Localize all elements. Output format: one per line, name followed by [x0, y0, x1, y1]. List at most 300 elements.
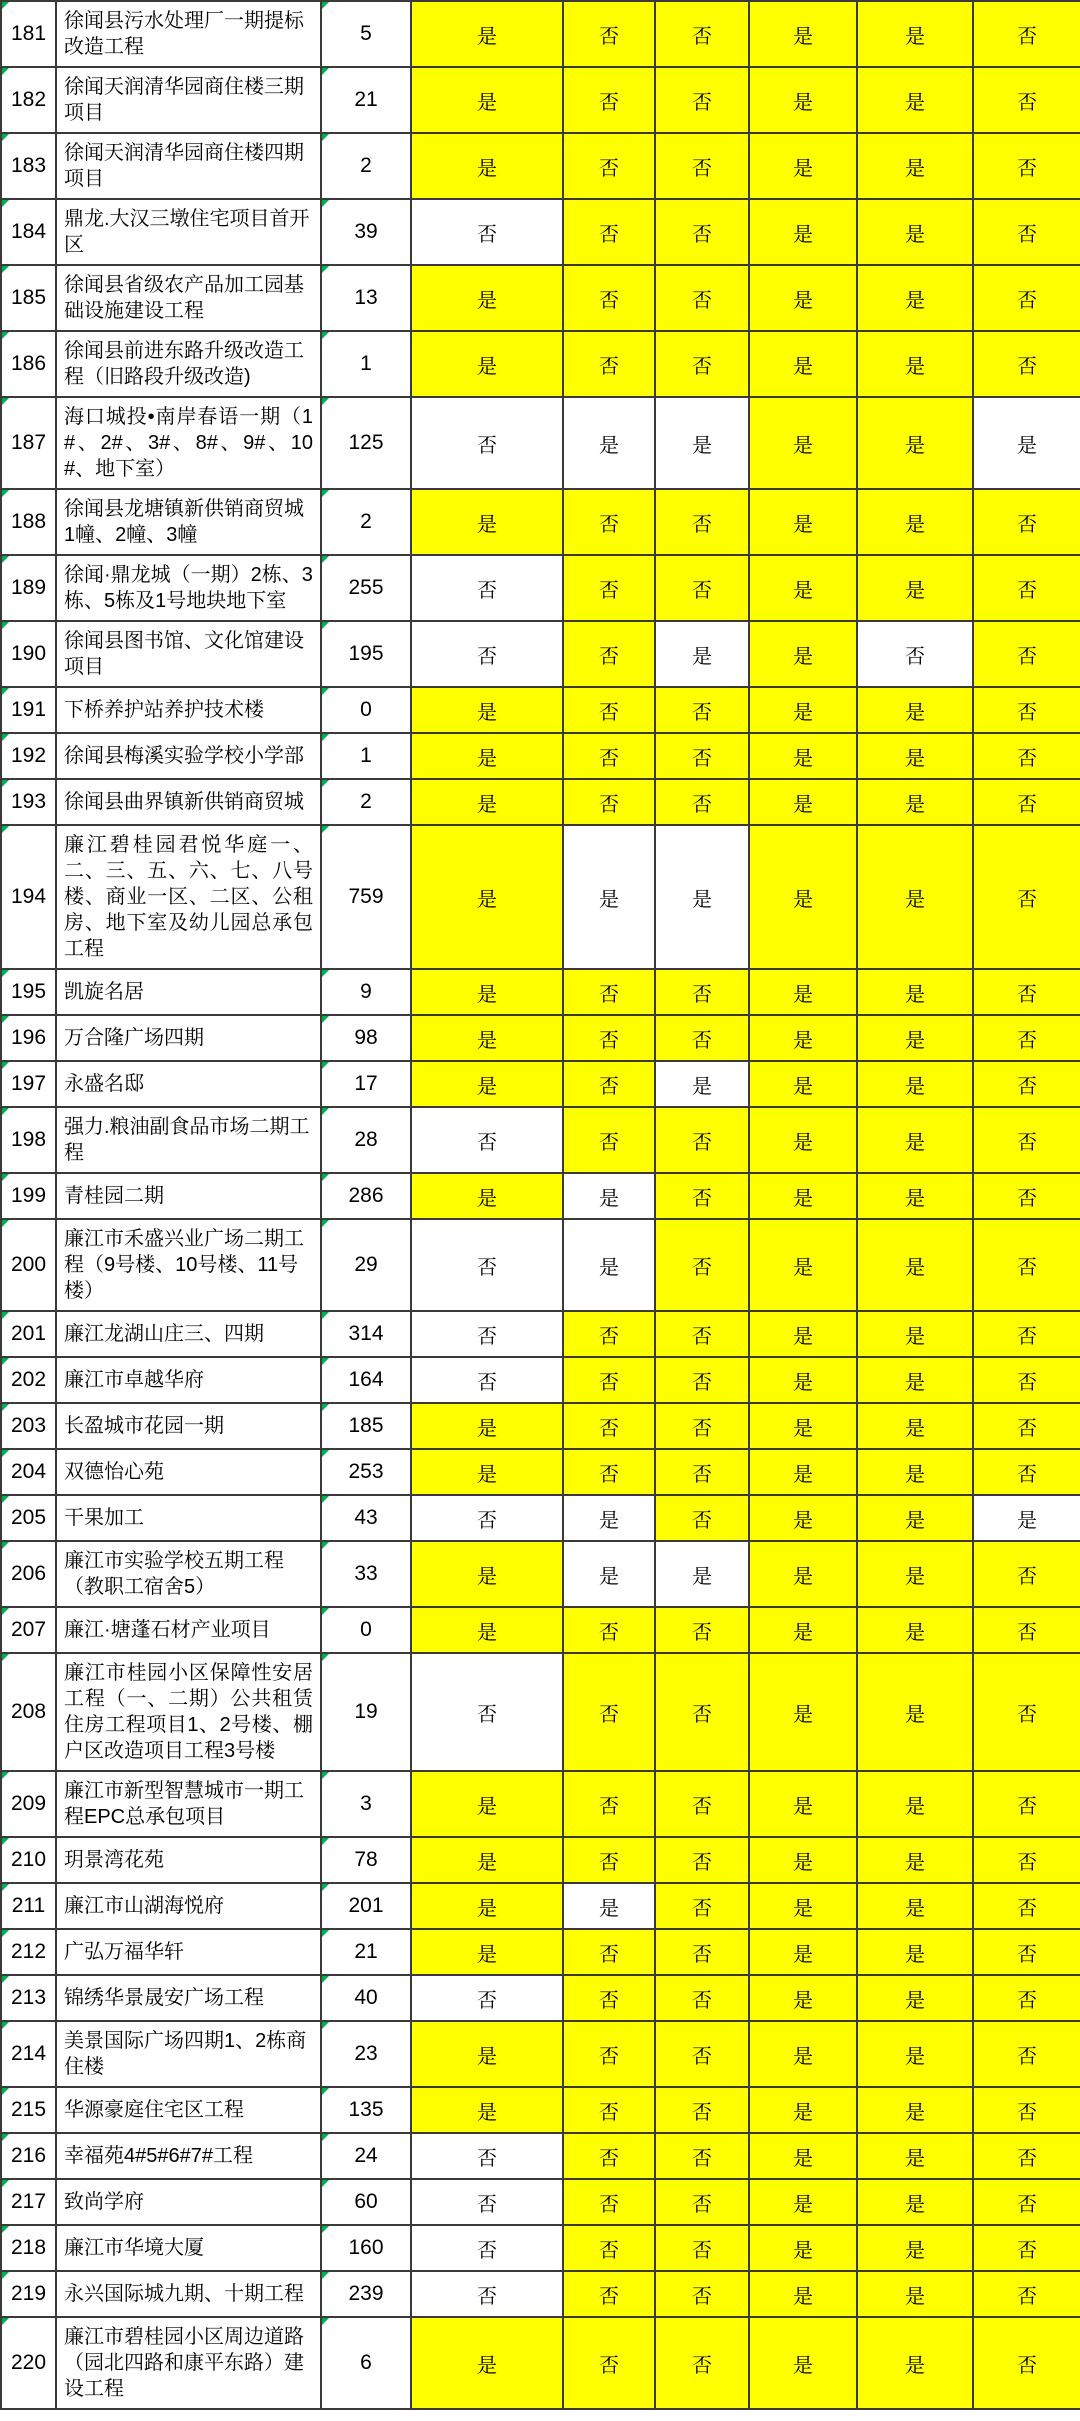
answer-cell[interactable]: 否 — [563, 555, 655, 621]
answer-cell[interactable]: 否 — [973, 2271, 1080, 2317]
answer-cell[interactable]: 否 — [655, 1107, 749, 1173]
answer-cell[interactable]: 否 — [655, 2317, 749, 2409]
project-name-cell[interactable]: 徐闻·鼎龙城（一期）2栋、3栋、5栋及1号地块地下室 — [56, 555, 321, 621]
project-name-cell[interactable]: 幸福苑4#5#6#7#工程 — [56, 2133, 321, 2179]
count-cell[interactable] — [321, 2225, 411, 2271]
answer-cell[interactable]: 否 — [973, 2133, 1080, 2179]
count-cell[interactable] — [321, 825, 411, 969]
answer-cell[interactable]: 否 — [857, 621, 973, 687]
row-number-cell[interactable] — [1, 2133, 56, 2179]
count-cell[interactable] — [321, 2133, 411, 2179]
row-number-cell[interactable] — [1, 1173, 56, 1219]
answer-cell[interactable]: 是 — [411, 825, 563, 969]
answer-cell[interactable]: 是 — [411, 1173, 563, 1219]
answer-cell[interactable]: 否 — [655, 133, 749, 199]
answer-cell[interactable]: 否 — [563, 687, 655, 733]
row-number-cell[interactable] — [1, 1495, 56, 1541]
answer-cell[interactable]: 是 — [857, 1771, 973, 1837]
answer-cell[interactable]: 否 — [563, 67, 655, 133]
count-cell[interactable] — [321, 1929, 411, 1975]
answer-cell[interactable]: 否 — [655, 2021, 749, 2087]
answer-cell[interactable]: 否 — [411, 397, 563, 489]
answer-cell[interactable]: 否 — [973, 1771, 1080, 1837]
answer-cell[interactable]: 否 — [563, 1015, 655, 1061]
answer-cell[interactable]: 是 — [857, 1, 973, 67]
count-cell[interactable] — [321, 1883, 411, 1929]
answer-cell[interactable]: 否 — [563, 2179, 655, 2225]
answer-cell[interactable]: 否 — [973, 555, 1080, 621]
answer-cell[interactable]: 是 — [655, 1061, 749, 1107]
answer-cell[interactable]: 是 — [857, 67, 973, 133]
answer-cell[interactable]: 是 — [749, 1311, 857, 1357]
count-cell[interactable] — [321, 1403, 411, 1449]
answer-cell[interactable]: 否 — [973, 1357, 1080, 1403]
count-cell[interactable] — [321, 1771, 411, 1837]
answer-cell[interactable]: 否 — [655, 1219, 749, 1311]
answer-cell[interactable]: 否 — [973, 331, 1080, 397]
answer-cell[interactable]: 是 — [749, 1607, 857, 1653]
answer-cell[interactable]: 否 — [973, 199, 1080, 265]
project-name-cell[interactable]: 强力.粮油副食品市场二期工程 — [56, 1107, 321, 1173]
project-name-cell[interactable]: 永盛名邸 — [56, 1061, 321, 1107]
answer-cell[interactable]: 否 — [655, 1653, 749, 1771]
count-cell[interactable] — [321, 67, 411, 133]
row-number-cell[interactable] — [1, 1311, 56, 1357]
project-name-cell[interactable]: 徐闻县梅溪实验学校小学部 — [56, 733, 321, 779]
answer-cell[interactable]: 是 — [749, 1357, 857, 1403]
answer-cell[interactable]: 是 — [857, 397, 973, 489]
answer-cell[interactable]: 是 — [749, 1929, 857, 1975]
count-cell[interactable] — [321, 687, 411, 733]
count-cell[interactable] — [321, 133, 411, 199]
answer-cell[interactable]: 否 — [655, 2087, 749, 2133]
answer-cell[interactable]: 否 — [655, 2225, 749, 2271]
row-number-cell[interactable] — [1, 2271, 56, 2317]
answer-cell[interactable]: 是 — [749, 2271, 857, 2317]
row-number-cell[interactable] — [1, 1771, 56, 1837]
row-number-cell[interactable] — [1, 1929, 56, 1975]
answer-cell[interactable]: 否 — [973, 2317, 1080, 2409]
row-number-cell[interactable] — [1, 733, 56, 779]
answer-cell[interactable]: 否 — [655, 779, 749, 825]
answer-cell[interactable]: 否 — [563, 1975, 655, 2021]
answer-cell[interactable]: 是 — [857, 2271, 973, 2317]
answer-cell[interactable]: 否 — [655, 489, 749, 555]
project-name-cell[interactable]: 致尚学府 — [56, 2179, 321, 2225]
project-name-cell[interactable]: 青桂园二期 — [56, 1173, 321, 1219]
project-name-cell[interactable]: 廉江市实验学校五期工程（教职工宿舍5） — [56, 1541, 321, 1607]
answer-cell[interactable]: 否 — [563, 2021, 655, 2087]
answer-cell[interactable]: 否 — [973, 1015, 1080, 1061]
answer-cell[interactable]: 是 — [749, 397, 857, 489]
answer-cell[interactable]: 是 — [857, 331, 973, 397]
project-name-cell[interactable]: 廉江·塘蓬石材产业项目 — [56, 1607, 321, 1653]
answer-cell[interactable]: 是 — [411, 1015, 563, 1061]
answer-cell[interactable]: 否 — [973, 825, 1080, 969]
project-name-cell[interactable]: 徐闻天润清华园商住楼四期项目 — [56, 133, 321, 199]
count-cell[interactable] — [321, 1495, 411, 1541]
answer-cell[interactable]: 是 — [857, 133, 973, 199]
row-number-cell[interactable] — [1, 1541, 56, 1607]
row-number-cell[interactable] — [1, 331, 56, 397]
answer-cell[interactable]: 是 — [749, 1219, 857, 1311]
answer-cell[interactable]: 是 — [749, 2179, 857, 2225]
count-cell[interactable] — [321, 779, 411, 825]
answer-cell[interactable]: 是 — [411, 1403, 563, 1449]
count-cell[interactable] — [321, 1, 411, 67]
answer-cell[interactable]: 是 — [857, 2179, 973, 2225]
answer-cell[interactable]: 是 — [857, 2021, 973, 2087]
answer-cell[interactable]: 是 — [749, 2021, 857, 2087]
row-number-cell[interactable] — [1, 2179, 56, 2225]
answer-cell[interactable]: 否 — [563, 779, 655, 825]
answer-cell[interactable]: 否 — [655, 1495, 749, 1541]
answer-cell[interactable]: 是 — [749, 779, 857, 825]
answer-cell[interactable]: 否 — [563, 969, 655, 1015]
answer-cell[interactable]: 否 — [411, 2179, 563, 2225]
answer-cell[interactable]: 否 — [655, 1607, 749, 1653]
answer-cell[interactable]: 否 — [563, 2317, 655, 2409]
row-number-cell[interactable] — [1, 397, 56, 489]
answer-cell[interactable]: 是 — [857, 1607, 973, 1653]
answer-cell[interactable]: 是 — [749, 1061, 857, 1107]
answer-cell[interactable]: 是 — [749, 2225, 857, 2271]
answer-cell[interactable]: 否 — [563, 265, 655, 331]
project-name-cell[interactable]: 廉江市桂园小区保障性安居工程（一、二期）公共租赁住房工程项目1、2号楼、棚户区改造项目工程3号楼 — [56, 1653, 321, 1771]
answer-cell[interactable]: 是 — [655, 621, 749, 687]
answer-cell[interactable]: 否 — [655, 1, 749, 67]
count-cell[interactable] — [321, 331, 411, 397]
answer-cell[interactable]: 否 — [563, 1837, 655, 1883]
answer-cell[interactable]: 是 — [857, 199, 973, 265]
answer-cell[interactable]: 是 — [857, 1883, 973, 1929]
answer-cell[interactable]: 否 — [655, 2133, 749, 2179]
answer-cell[interactable]: 否 — [563, 2271, 655, 2317]
answer-cell[interactable]: 是 — [973, 397, 1080, 489]
answer-cell[interactable]: 是 — [411, 1607, 563, 1653]
count-cell[interactable] — [321, 2317, 411, 2409]
answer-cell[interactable]: 否 — [411, 2225, 563, 2271]
answer-cell[interactable]: 是 — [857, 1311, 973, 1357]
row-number-cell[interactable] — [1, 1357, 56, 1403]
project-name-cell[interactable]: 廉江市新型智慧城市一期工程EPC总承包项目 — [56, 1771, 321, 1837]
row-number-cell[interactable] — [1, 67, 56, 133]
project-name-cell[interactable]: 凯旋名居 — [56, 969, 321, 1015]
project-name-cell[interactable]: 徐闻县省级农产品加工园基础设施建设工程 — [56, 265, 321, 331]
count-cell[interactable] — [321, 1219, 411, 1311]
answer-cell[interactable]: 是 — [411, 1541, 563, 1607]
count-cell[interactable] — [321, 555, 411, 621]
answer-cell[interactable]: 否 — [411, 1311, 563, 1357]
answer-cell[interactable]: 是 — [411, 733, 563, 779]
answer-cell[interactable]: 否 — [411, 1975, 563, 2021]
count-cell[interactable] — [321, 1607, 411, 1653]
answer-cell[interactable]: 否 — [655, 1311, 749, 1357]
project-name-cell[interactable]: 玥景湾花苑 — [56, 1837, 321, 1883]
answer-cell[interactable]: 否 — [973, 779, 1080, 825]
answer-cell[interactable]: 否 — [655, 2271, 749, 2317]
answer-cell[interactable]: 是 — [563, 1173, 655, 1219]
row-number-cell[interactable] — [1, 1015, 56, 1061]
answer-cell[interactable]: 是 — [857, 1107, 973, 1173]
answer-cell[interactable]: 否 — [973, 133, 1080, 199]
answer-cell[interactable]: 是 — [563, 825, 655, 969]
answer-cell[interactable]: 是 — [411, 1883, 563, 1929]
row-number-cell[interactable] — [1, 2225, 56, 2271]
answer-cell[interactable]: 否 — [655, 2179, 749, 2225]
answer-cell[interactable]: 是 — [857, 2133, 973, 2179]
count-cell[interactable] — [321, 969, 411, 1015]
row-number-cell[interactable] — [1, 969, 56, 1015]
answer-cell[interactable]: 否 — [973, 1607, 1080, 1653]
answer-cell[interactable]: 是 — [411, 489, 563, 555]
answer-cell[interactable]: 是 — [749, 1495, 857, 1541]
answer-cell[interactable]: 是 — [749, 1653, 857, 1771]
answer-cell[interactable]: 是 — [655, 825, 749, 969]
answer-cell[interactable]: 是 — [857, 1403, 973, 1449]
answer-cell[interactable]: 否 — [655, 1173, 749, 1219]
row-number-cell[interactable] — [1, 133, 56, 199]
answer-cell[interactable]: 是 — [411, 67, 563, 133]
answer-cell[interactable]: 否 — [973, 1653, 1080, 1771]
answer-cell[interactable]: 否 — [411, 2271, 563, 2317]
answer-cell[interactable]: 是 — [411, 133, 563, 199]
row-number-cell[interactable] — [1, 1449, 56, 1495]
project-name-cell[interactable]: 廉江市山湖海悦府 — [56, 1883, 321, 1929]
answer-cell[interactable]: 否 — [655, 1975, 749, 2021]
answer-cell[interactable]: 否 — [655, 1015, 749, 1061]
answer-cell[interactable]: 是 — [749, 1771, 857, 1837]
answer-cell[interactable]: 是 — [857, 2317, 973, 2409]
project-name-cell[interactable]: 干果加工 — [56, 1495, 321, 1541]
answer-cell[interactable]: 否 — [563, 1771, 655, 1837]
project-name-cell[interactable]: 徐闻县前进东路升级改造工程（旧路段升级改造) — [56, 331, 321, 397]
count-cell[interactable] — [321, 1975, 411, 2021]
answer-cell[interactable]: 是 — [563, 1495, 655, 1541]
answer-cell[interactable]: 否 — [563, 489, 655, 555]
answer-cell[interactable]: 是 — [749, 67, 857, 133]
row-number-cell[interactable] — [1, 1107, 56, 1173]
answer-cell[interactable]: 是 — [857, 1929, 973, 1975]
answer-cell[interactable]: 是 — [857, 1015, 973, 1061]
answer-cell[interactable]: 是 — [749, 331, 857, 397]
answer-cell[interactable]: 否 — [563, 1403, 655, 1449]
project-name-cell[interactable]: 廉江市华境大厦 — [56, 2225, 321, 2271]
answer-cell[interactable]: 是 — [749, 1, 857, 67]
row-number-cell[interactable] — [1, 1883, 56, 1929]
answer-cell[interactable]: 是 — [411, 687, 563, 733]
row-number-cell[interactable] — [1, 1, 56, 67]
row-number-cell[interactable] — [1, 687, 56, 733]
project-name-cell[interactable]: 双德怡心苑 — [56, 1449, 321, 1495]
answer-cell[interactable]: 是 — [411, 1929, 563, 1975]
answer-cell[interactable]: 是 — [749, 733, 857, 779]
answer-cell[interactable]: 是 — [749, 687, 857, 733]
row-number-cell[interactable] — [1, 1975, 56, 2021]
answer-cell[interactable]: 否 — [655, 265, 749, 331]
answer-cell[interactable]: 是 — [857, 733, 973, 779]
answer-cell[interactable]: 是 — [749, 825, 857, 969]
count-cell[interactable] — [321, 199, 411, 265]
answer-cell[interactable]: 否 — [973, 1975, 1080, 2021]
answer-cell[interactable]: 是 — [749, 199, 857, 265]
answer-cell[interactable]: 否 — [563, 1311, 655, 1357]
count-cell[interactable] — [321, 1173, 411, 1219]
project-name-cell[interactable]: 海口城投•南岸春语一期（1#、2#、3#、8#、9#、10#、地下室） — [56, 397, 321, 489]
answer-cell[interactable]: 是 — [411, 779, 563, 825]
answer-cell[interactable]: 是 — [857, 779, 973, 825]
row-number-cell[interactable] — [1, 1837, 56, 1883]
project-name-cell[interactable]: 廉江市卓越华府 — [56, 1357, 321, 1403]
answer-cell[interactable]: 否 — [655, 555, 749, 621]
answer-cell[interactable]: 是 — [655, 1541, 749, 1607]
answer-cell[interactable]: 否 — [655, 969, 749, 1015]
project-name-cell[interactable]: 万合隆广场四期 — [56, 1015, 321, 1061]
answer-cell[interactable]: 否 — [563, 621, 655, 687]
answer-cell[interactable]: 否 — [563, 1449, 655, 1495]
count-cell[interactable] — [321, 1357, 411, 1403]
count-cell[interactable] — [321, 621, 411, 687]
answer-cell[interactable]: 否 — [655, 1771, 749, 1837]
answer-cell[interactable]: 是 — [749, 1173, 857, 1219]
answer-cell[interactable]: 否 — [563, 2225, 655, 2271]
answer-cell[interactable]: 否 — [563, 133, 655, 199]
count-cell[interactable] — [321, 265, 411, 331]
count-cell[interactable] — [321, 489, 411, 555]
answer-cell[interactable]: 否 — [973, 1219, 1080, 1311]
answer-cell[interactable]: 否 — [655, 733, 749, 779]
answer-cell[interactable]: 是 — [411, 1, 563, 67]
answer-cell[interactable]: 是 — [749, 1015, 857, 1061]
row-number-cell[interactable] — [1, 199, 56, 265]
answer-cell[interactable]: 是 — [857, 2087, 973, 2133]
answer-cell[interactable]: 是 — [411, 2087, 563, 2133]
answer-cell[interactable]: 否 — [973, 1311, 1080, 1357]
answer-cell[interactable]: 否 — [973, 2179, 1080, 2225]
answer-cell[interactable]: 否 — [563, 331, 655, 397]
project-name-cell[interactable]: 锦绣华景晟安广场工程 — [56, 1975, 321, 2021]
answer-cell[interactable]: 否 — [411, 1653, 563, 1771]
answer-cell[interactable]: 否 — [563, 1357, 655, 1403]
answer-cell[interactable]: 否 — [655, 1403, 749, 1449]
answer-cell[interactable]: 是 — [563, 397, 655, 489]
project-name-cell[interactable]: 廉江市禾盛兴业广场二期工程（9号楼、10号楼、11号楼） — [56, 1219, 321, 1311]
project-name-cell[interactable]: 长盈城市花园一期 — [56, 1403, 321, 1449]
answer-cell[interactable]: 否 — [655, 1883, 749, 1929]
answer-cell[interactable]: 是 — [857, 1061, 973, 1107]
row-number-cell[interactable] — [1, 2021, 56, 2087]
answer-cell[interactable]: 否 — [973, 687, 1080, 733]
answer-cell[interactable]: 否 — [973, 1173, 1080, 1219]
count-cell[interactable] — [321, 2179, 411, 2225]
answer-cell[interactable]: 是 — [857, 1975, 973, 2021]
row-number-cell[interactable] — [1, 265, 56, 331]
project-name-cell[interactable]: 下桥养护站养护技术楼 — [56, 687, 321, 733]
answer-cell[interactable]: 是 — [857, 1449, 973, 1495]
answer-cell[interactable]: 否 — [973, 2225, 1080, 2271]
answer-cell[interactable]: 是 — [563, 1219, 655, 1311]
row-number-cell[interactable] — [1, 489, 56, 555]
answer-cell[interactable]: 是 — [857, 1495, 973, 1541]
answer-cell[interactable]: 是 — [411, 2021, 563, 2087]
answer-cell[interactable]: 是 — [411, 1771, 563, 1837]
answer-cell[interactable]: 否 — [563, 1107, 655, 1173]
row-number-cell[interactable] — [1, 1653, 56, 1771]
answer-cell[interactable]: 否 — [973, 733, 1080, 779]
project-name-cell[interactable]: 徐闻县龙塘镇新供销商贸城1幢、2幢、3幢 — [56, 489, 321, 555]
answer-cell[interactable]: 否 — [563, 2133, 655, 2179]
project-name-cell[interactable]: 徐闻天润清华园商住楼三期项目 — [56, 67, 321, 133]
answer-cell[interactable]: 是 — [563, 1541, 655, 1607]
answer-cell[interactable]: 否 — [973, 2021, 1080, 2087]
answer-cell[interactable]: 否 — [411, 1107, 563, 1173]
count-cell[interactable] — [321, 1837, 411, 1883]
answer-cell[interactable]: 否 — [411, 1357, 563, 1403]
answer-cell[interactable]: 否 — [973, 1107, 1080, 1173]
row-number-cell[interactable] — [1, 2087, 56, 2133]
answer-cell[interactable]: 是 — [411, 331, 563, 397]
answer-cell[interactable]: 否 — [563, 1929, 655, 1975]
answer-cell[interactable]: 是 — [749, 555, 857, 621]
answer-cell[interactable]: 否 — [973, 265, 1080, 331]
answer-cell[interactable]: 否 — [655, 1357, 749, 1403]
project-name-cell[interactable]: 徐闻县图书馆、文化馆建设项目 — [56, 621, 321, 687]
row-number-cell[interactable] — [1, 1061, 56, 1107]
answer-cell[interactable]: 否 — [411, 199, 563, 265]
answer-cell[interactable]: 否 — [655, 1929, 749, 1975]
answer-cell[interactable]: 否 — [973, 67, 1080, 133]
answer-cell[interactable]: 是 — [411, 265, 563, 331]
answer-cell[interactable]: 是 — [857, 489, 973, 555]
answer-cell[interactable]: 是 — [857, 1173, 973, 1219]
answer-cell[interactable]: 否 — [563, 2087, 655, 2133]
answer-cell[interactable]: 否 — [411, 555, 563, 621]
answer-cell[interactable]: 否 — [973, 1403, 1080, 1449]
answer-cell[interactable]: 是 — [749, 1883, 857, 1929]
row-number-cell[interactable] — [1, 779, 56, 825]
answer-cell[interactable]: 是 — [973, 1495, 1080, 1541]
answer-cell[interactable]: 是 — [563, 1883, 655, 1929]
answer-cell[interactable]: 否 — [973, 1449, 1080, 1495]
answer-cell[interactable]: 否 — [655, 199, 749, 265]
answer-cell[interactable]: 是 — [857, 687, 973, 733]
count-cell[interactable] — [321, 2271, 411, 2317]
row-number-cell[interactable] — [1, 555, 56, 621]
answer-cell[interactable]: 否 — [973, 1061, 1080, 1107]
answer-cell[interactable]: 是 — [749, 969, 857, 1015]
project-name-cell[interactable]: 廉江市碧桂园小区周边道路（园北四路和康平东路）建设工程 — [56, 2317, 321, 2409]
answer-cell[interactable]: 否 — [563, 733, 655, 779]
project-name-cell[interactable]: 廉江龙湖山庄三、四期 — [56, 1311, 321, 1357]
project-name-cell[interactable]: 徐闻县污水处理厂一期提标改造工程 — [56, 1, 321, 67]
answer-cell[interactable]: 是 — [655, 397, 749, 489]
answer-cell[interactable]: 是 — [749, 621, 857, 687]
row-number-cell[interactable] — [1, 2317, 56, 2409]
answer-cell[interactable]: 是 — [749, 265, 857, 331]
answer-cell[interactable]: 否 — [973, 621, 1080, 687]
count-cell[interactable] — [321, 2021, 411, 2087]
answer-cell[interactable]: 是 — [857, 555, 973, 621]
answer-cell[interactable]: 是 — [857, 1837, 973, 1883]
answer-cell[interactable]: 否 — [563, 1653, 655, 1771]
project-name-cell[interactable]: 华源豪庭住宅区工程 — [56, 2087, 321, 2133]
answer-cell[interactable]: 是 — [749, 2087, 857, 2133]
count-cell[interactable] — [321, 1311, 411, 1357]
row-number-cell[interactable] — [1, 1403, 56, 1449]
answer-cell[interactable]: 是 — [411, 1837, 563, 1883]
answer-cell[interactable]: 是 — [857, 1653, 973, 1771]
project-name-cell[interactable]: 徐闻县曲界镇新供销商贸城 — [56, 779, 321, 825]
